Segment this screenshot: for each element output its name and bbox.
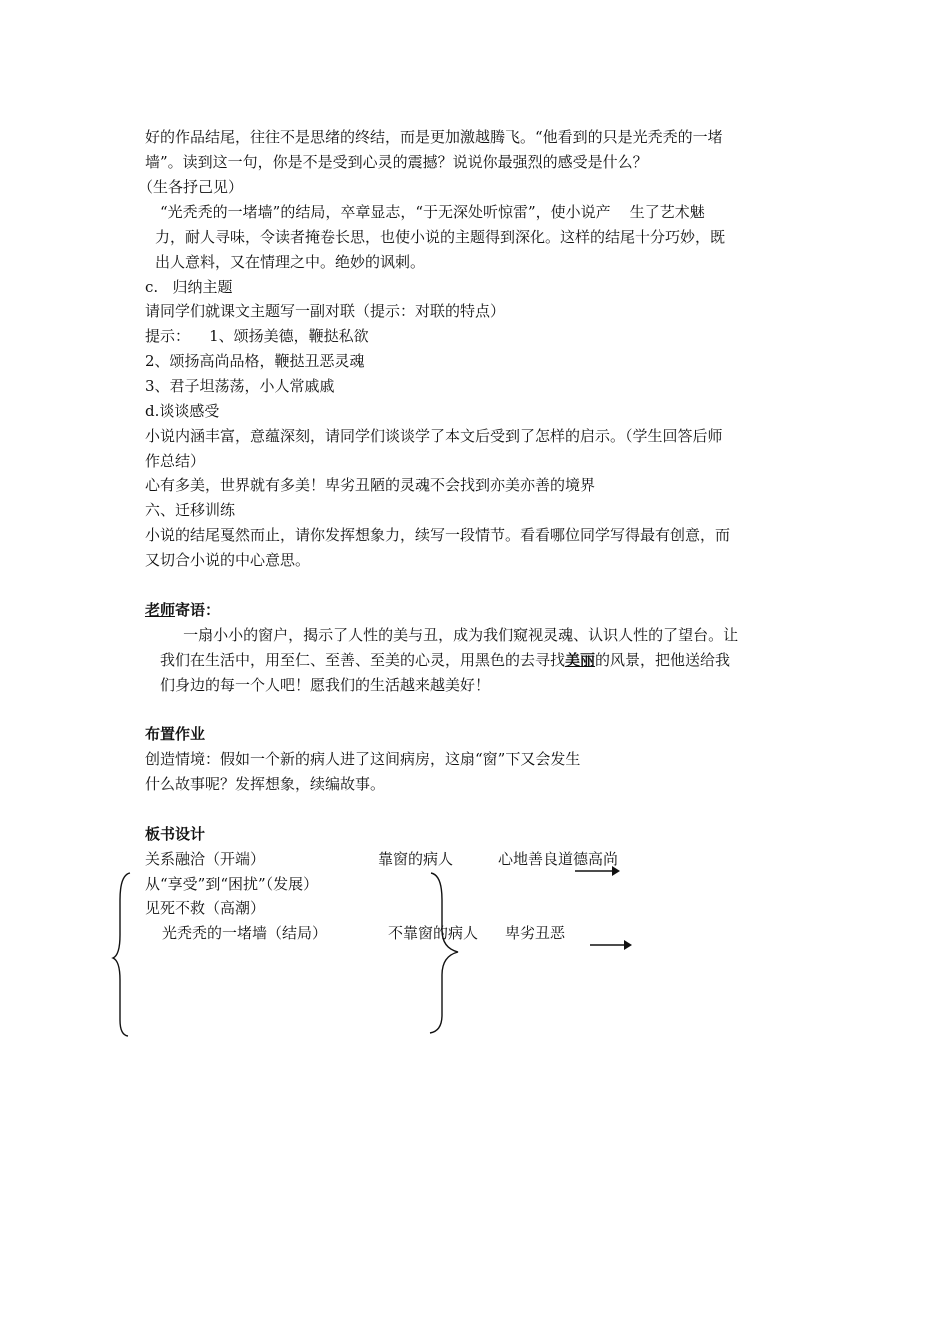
board-stage-3: 见死不救（高潮） [145, 899, 266, 917]
teacher-underlined-word: 美丽 [565, 651, 596, 669]
teacher-line-part: 的风景，把他送给我 [595, 651, 731, 669]
board-stage-4: 光秃秃的一堵墙（结局） [162, 924, 328, 942]
board-person-window: 靠窗的病人 [378, 850, 454, 868]
paragraph-line: 墙”。读到这一句，你是不是受到心灵的震撼？说说你最强烈的感受是什么？ [145, 153, 648, 171]
board-trait-good: 心地善良道德高尚 [498, 850, 619, 868]
teacher-line-part: 我们在生活中，用至仁、至善、至美的心灵，用黑色的去寻找 [160, 651, 566, 669]
arrow-head-2 [624, 940, 632, 950]
board-person-nonwindow: 不靠窗的病人 [388, 924, 479, 942]
paragraph-line: 出人意料，又在情理之中。绝妙的讽刺。 [155, 253, 426, 271]
board-stage-1: 关系融洽（开端） [145, 850, 266, 868]
board-stage-2: 从“享受”到“困扰”（发展） [145, 875, 319, 893]
teacher-line: 一扇小小的窗户，揭示了人性的美与丑，成为我们窥视灵魂、认识人性的了望台。让 [145, 626, 739, 644]
paragraph-line: 小说内涵丰富，意蕴深刻，请同学们谈谈学了本文后受到了怎样的启示。（学生回答后师 [145, 427, 723, 445]
paragraph-line: 小说的结尾戛然而止，请你发挥想象力，续写一段情节。看看哪位同学写得最有创意，而 [145, 526, 731, 544]
board-heading: 板书设计 [145, 825, 206, 843]
paragraph-line: 3、君子坦荡荡，小人常戚戚 [145, 377, 335, 395]
homework-line: 什么故事呢？发挥想象，续编故事。 [145, 775, 386, 793]
teacher-heading-rest: 寄语： [175, 601, 221, 619]
paragraph-line: “光秃秃的一堵墙”的结局，卒章显志，“于无深处听惊雷”，使小说产 生了艺术魅 [160, 203, 705, 221]
paragraph-line: 力，耐人寻味，令读者掩卷长思，也使小说的主题得到深化。这样的结尾十分巧妙，既 [155, 228, 726, 246]
homework-heading: 布置作业 [145, 725, 206, 743]
arrow-head-1 [612, 866, 620, 876]
board-trait-bad: 卑劣丑恶 [505, 924, 566, 942]
paragraph-line: 作总结） [145, 452, 206, 470]
paragraph-line: 请同学们就课文主题写一副对联（提示：对联的特点） [145, 302, 506, 320]
paragraph-line: （生各抒己见） [138, 178, 244, 196]
teacher-line: 们身边的每一个人吧！愿我们的生活越来越美好！ [160, 676, 491, 694]
paragraph-line: 2、颂扬高尚品格，鞭挞丑恶灵魂 [145, 352, 365, 370]
homework-line: 创造情境：假如一个新的病人进了这间病房，这扇“窗”下又会发生 [145, 750, 581, 768]
section-heading-six: 六、迁移训练 [145, 501, 236, 519]
paragraph-line: 又切合小说的中心意思。 [145, 551, 311, 569]
left-brace [113, 873, 130, 1036]
paragraph-line: 好的作品结尾，往往不是思绪的终结，而是更加激越腾飞。“他看到的只是光秃秃的一堵 [145, 128, 723, 146]
right-brace [430, 873, 458, 1033]
section-heading-d: d.谈谈感受 [145, 402, 220, 420]
paragraph-line: 提示： 1、颂扬美德，鞭挞私欲 [145, 327, 369, 345]
paragraph-line: 心有多美，世界就有多美！卑劣丑陋的灵魂不会找到亦美亦善的境界 [145, 476, 596, 494]
section-heading-c: c. 归纳主题 [145, 278, 233, 296]
teacher-heading-underlined: 老师 [145, 601, 176, 619]
